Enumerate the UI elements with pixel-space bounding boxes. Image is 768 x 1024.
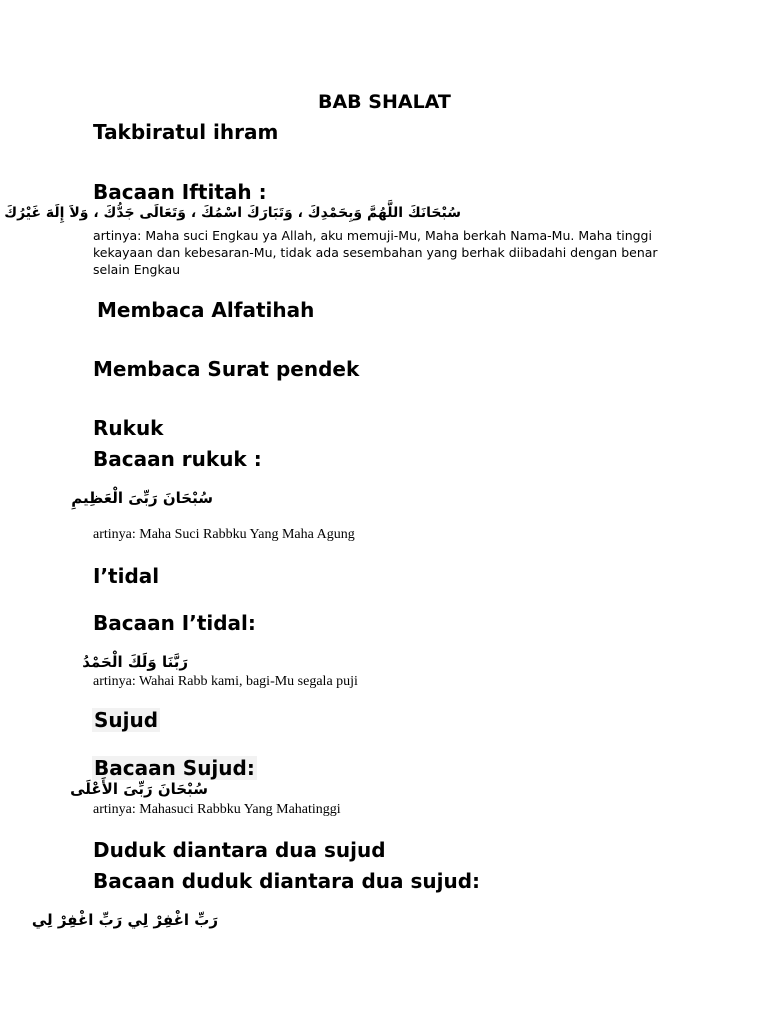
meaning-itidal: artinya: Wahai Rabb kami, bagi-Mu segala puji (93, 674, 358, 689)
page-title: BAB SHALAT (318, 91, 451, 113)
arabic-itidal: رَبَّنَا وَلَكَ الْحَمْدُ (82, 653, 188, 671)
meaning-sujud: artinya: Mahasuci Rabbku Yang Mahatinggi (93, 802, 341, 817)
meaning-iftitah-line-2: kekayaan dan kebesaran-Mu, tidak ada sesembahan yang berhak diibadahi dengan benar (93, 245, 658, 260)
heading-membaca-alfatihah: Membaca Alfatihah (97, 298, 315, 322)
heading-itidal: I’tidal (93, 564, 160, 588)
meaning-iftitah-line-1: artinya: Maha suci Engkau ya Allah, aku memuji-Mu, Maha berkah Nama-Mu. Maha tinggi (93, 228, 652, 243)
heading-bacaan-rukuk: Bacaan rukuk : (93, 447, 262, 471)
heading-bacaan-itidal: Bacaan I’tidal: (93, 611, 256, 635)
arabic-rukuk: سُبْحَانَ رَبِّىَ الْعَظِيمِ (71, 489, 213, 507)
arabic-duduk: رَبِّ اغْفِرْ لِي رَبِّ اغْفِرْ لِي (31, 911, 218, 929)
heading-sujud: Sujud (94, 708, 159, 732)
heading-bacaan-sujud: Bacaan Sujud: (94, 756, 255, 780)
arabic-sujud: سُبْحَانَ رَبِّىَ الأَعْلَى (70, 780, 208, 798)
heading-membaca-surat-pendek: Membaca Surat pendek (93, 357, 360, 381)
heading-duduk-diantara-dua-sujud: Duduk diantara dua sujud (93, 838, 386, 862)
heading-rukuk: Rukuk (93, 416, 164, 440)
heading-takbiratul-ihram: Takbiratul ihram (93, 120, 279, 144)
heading-bacaan-duduk: Bacaan duduk diantara dua sujud: (93, 869, 481, 893)
meaning-iftitah-line-3: selain Engkau (93, 262, 181, 277)
meaning-rukuk: artinya: Maha Suci Rabbku Yang Maha Agung (93, 527, 355, 542)
arabic-iftitah: سُبْحَانَكَ اللَّهُمَّ وَبِحَمْدِكَ ، وَتَبَارَكَ اسْمُكَ ، وَتَعَالَى جَدُّكَ ، وَلاَ إِلَهَ غَيْرُكَ (4, 205, 461, 221)
heading-bacaan-iftitah: Bacaan Iftitah : (93, 180, 267, 204)
